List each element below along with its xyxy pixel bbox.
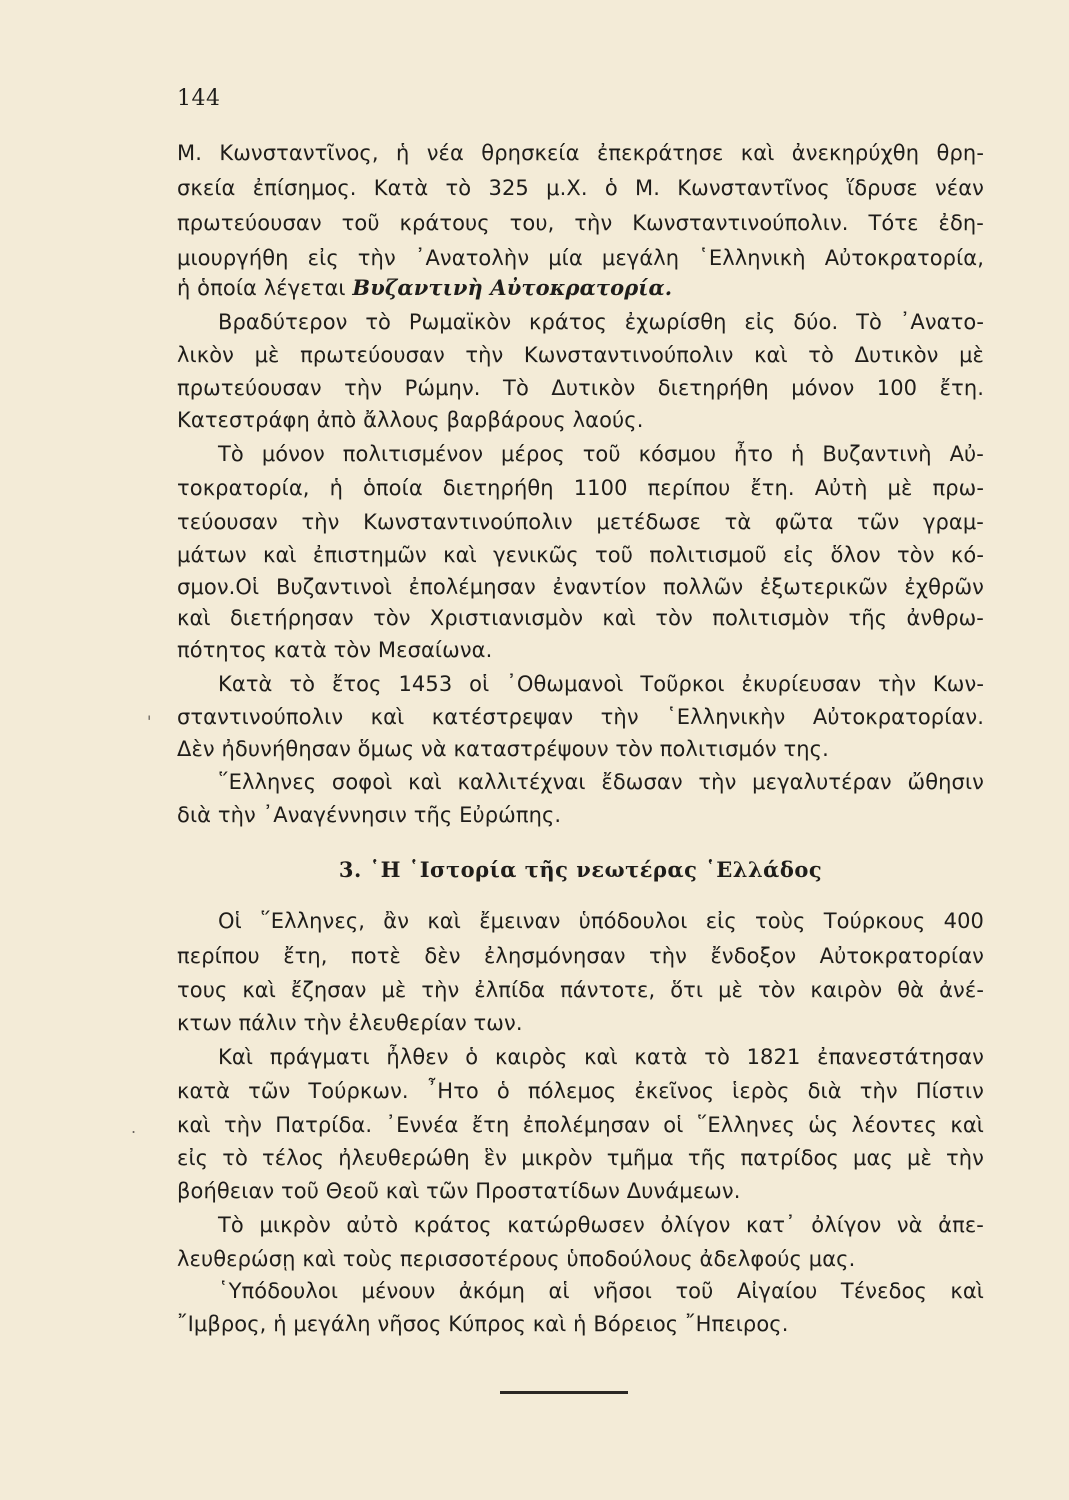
text-line: λευθερώσῃ καὶ τοὺς περισσοτέρους ὑποδούλους ἀδελφούς μας. [177, 1247, 856, 1271]
text-line: Κατεστράφη ἀπὸ ἄλλους βαρβάρους λαούς. [177, 408, 644, 432]
text-line: τους καὶ ἔζησαν μὲ τὴν ἐλπίδα πάντοτε, ὅτι μὲ τὸν καιρὸν θὰ ἀνέ- [177, 978, 984, 1002]
text-line: ῎Ιμβρος, ἡ μεγάλη νῆσος Κύπρος καὶ ἡ Βόρειος ῎Ηπειρος. [177, 1312, 789, 1336]
text-line: Οἱ ῞Ελληνες, ἂν καὶ ἔμειναν ὑπόδουλοι εἰς τοὺς Τούρκους 400 [218, 909, 984, 933]
print-speck: . [131, 1118, 137, 1137]
section-heading: 3. ῾Η ῾Ιστορία τῆς νεωτέρας ῾Ελλάδος [338, 857, 823, 882]
text-line: ῞Ελληνες σοφοὶ καὶ καλλιτέχναι ἔδωσαν τὴν μεγαλυτέραν ὤθησιν [218, 770, 984, 794]
text-line: σκεία ἐπίσημος. Κατὰ τὸ 325 μ.Χ. ὁ Μ. Κωνσταντῖνος ἵδρυσε νέαν [177, 176, 984, 200]
text-line: Δὲν ἠδυνήθησαν ὅμως νὰ καταστρέψουν τὸν πολιτισμόν της. [177, 737, 829, 761]
text-line: Καὶ πράγματι ἦλθεν ὁ καιρὸς καὶ κατὰ τὸ 1821 ἐπανεστάτησαν [218, 1045, 984, 1069]
text-line: πρωτεύουσαν τοῦ κράτους του, τὴν Κωνσταντινούπολιν. Τότε ἐδη- [177, 211, 984, 235]
emphasis-byzantine-empire: Βυζαντινὴ Αὐτοκρατορία. [352, 275, 673, 300]
text-line: κτων πάλιν τὴν ἐλευθερίαν των. [177, 1011, 523, 1035]
text-line: καὶ τὴν Πατρίδα. ᾿Εννέα ἔτη ἐπολέμησαν οἱ ῞Ελληνες ὡς λέοντες καὶ [177, 1113, 984, 1137]
text-line: τοκρατορία, ἡ ὁποία διετηρήθη 1100 περίπου ἔτη. Αὐτὴ μὲ πρω- [177, 476, 984, 500]
text-line: καὶ διετήρησαν τὸν Χριστιανισμὸν καὶ τὸν πολιτισμὸν τῆς ἀνθρω- [177, 606, 984, 630]
text-line: Βραδύτερον τὸ Ρωμαϊκὸν κράτος ἐχωρίσθη εἰς δύο. Τὸ ᾿Ανατο- [218, 310, 984, 334]
text-line: πρωτεύουσαν τὴν Ρώμην. Τὸ Δυτικὸν διετηρήθη μόνον 100 ἔτη. [177, 376, 984, 400]
text-line: περίπου ἔτη, ποτὲ δὲν ἐλησμόνησαν τὴν ἔνδοξον Αὐτοκρατορίαν [177, 944, 984, 968]
text-line: σταντινούπολιν καὶ κατέστρεψαν τὴν ῾Ελληνικὴν Αὐτοκρατορίαν. [177, 705, 984, 729]
text-line: Τὸ μόνον πολιτισμένον μέρος τοῦ κόσμου ἦτο ἡ Βυζαντινὴ Αὐ- [218, 442, 984, 466]
text-line [177, 274, 984, 302]
text-line: τεύουσαν τὴν Κωνσταντινούπολιν μετέδωσε τὰ φῶτα τῶν γραμ- [177, 510, 984, 534]
text-line: Μ. Κωνσταντῖνος, ἡ νέα θρησκεία ἐπεκράτησε καὶ ἀνεκηρύχθη θρη- [177, 141, 984, 165]
print-speck: ' [147, 712, 152, 731]
page-number: 144 [177, 86, 221, 111]
text-line: μιουργήθη εἰς τὴν ᾿Ανατολὴν μία μεγάλη ῾Ελληνικὴ Αὐτοκρατορία, [177, 246, 984, 270]
text-line: βοήθειαν τοῦ Θεοῦ καὶ τῶν Προστατίδων Δυνάμεων. [177, 1179, 741, 1203]
text-line: Τὸ μικρὸν αὐτὸ κράτος κατώρθωσεν ὀλίγον κατ᾿ ὀλίγον νὰ ἀπε- [218, 1213, 984, 1237]
text-line: σμον.Οἱ Βυζαντινοὶ ἐπολέμησαν ἐναντίον πολλῶν ἐξωτερικῶν ἐχθρῶν [177, 575, 984, 599]
text-fragment: ἡ ὁποία λέγεται [177, 276, 353, 300]
text-line: πότητος κατὰ τὸν Μεσαίωνα. [177, 638, 493, 662]
end-rule-divider [500, 1391, 628, 1394]
text-line: λικὸν μὲ πρωτεύουσαν τὴν Κωνσταντινούπολιν καὶ τὸ Δυτικὸν μὲ [177, 343, 984, 367]
text-line: ῾Υπόδουλοι μένουν ἀκόμη αἱ νῆσοι τοῦ Αἰγαίου Τένεδος καὶ [218, 1279, 984, 1303]
text-line: διὰ τὴν ᾿Αναγέννησιν τῆς Εὐρώπης. [177, 803, 562, 827]
text-line: εἰς τὸ τέλος ἠλευθερώθη ἓν μικρὸν τμῆμα τῆς πατρίδος μας μὲ τὴν [177, 1146, 984, 1170]
text-line: Κατὰ τὸ ἔτος 1453 οἱ ᾿Οθωμανοὶ Τοῦρκοι ἐκυρίευσαν τὴν Κων- [218, 672, 984, 696]
text-line: κατὰ τῶν Τούρκων. ῏Ητο ὁ πόλεμος ἐκεῖνος ἱερὸς διὰ τὴν Πίστιν [177, 1079, 984, 1103]
text-line: μάτων καὶ ἐπιστημῶν καὶ γενικῶς τοῦ πολιτισμοῦ εἰς ὅλον τὸν κό- [177, 543, 984, 567]
